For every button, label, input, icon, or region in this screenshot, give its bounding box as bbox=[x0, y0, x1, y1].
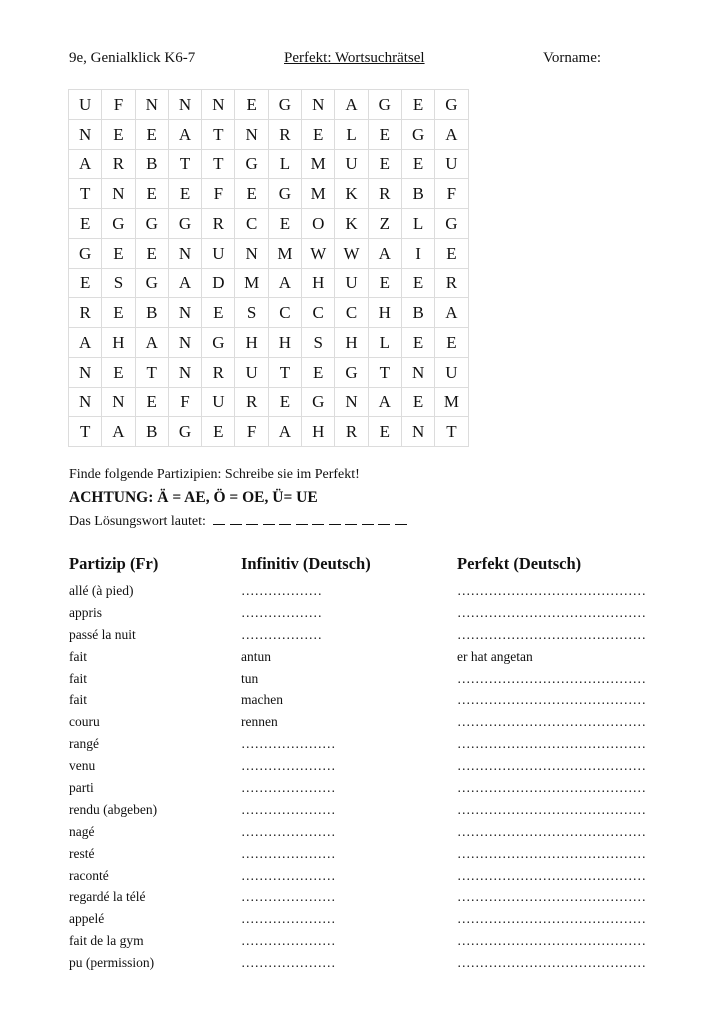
grid-cell[interactable]: E bbox=[69, 268, 102, 298]
perfect-cell[interactable]: …………………………………… bbox=[457, 736, 646, 752]
grid-cell[interactable]: N bbox=[168, 357, 201, 387]
grid-cell[interactable]: R bbox=[102, 149, 135, 179]
solution-letter-blank[interactable] bbox=[312, 512, 324, 525]
infinitive-cell[interactable]: ……………… bbox=[241, 626, 322, 642]
grid-row bbox=[69, 179, 469, 209]
infinitive-cell[interactable]: ……………… bbox=[241, 583, 322, 598]
grid-cell[interactable]: E bbox=[401, 328, 434, 358]
solution-letter-blank[interactable] bbox=[296, 512, 308, 525]
perfect-cell[interactable]: …………………………………… bbox=[457, 889, 646, 905]
grid-cell[interactable]: G bbox=[168, 209, 201, 239]
grid-cell[interactable]: G bbox=[401, 119, 434, 149]
grid-cell[interactable]: C bbox=[235, 209, 268, 239]
grid-cell[interactable]: R bbox=[202, 209, 235, 239]
grid-cell[interactable]: E bbox=[102, 298, 135, 328]
table-row bbox=[69, 821, 669, 843]
grid-cell[interactable]: C bbox=[302, 298, 335, 328]
grid-cell[interactable]: T bbox=[368, 357, 401, 387]
infinitive-cell[interactable]: ………………… bbox=[241, 736, 336, 752]
grid-cell[interactable]: T bbox=[69, 417, 102, 447]
grid-cell[interactable]: E bbox=[435, 328, 468, 358]
perfect-cell[interactable]: …………………………………… bbox=[457, 583, 646, 598]
solution-letter-blank[interactable] bbox=[378, 512, 390, 525]
grid-cell[interactable]: E bbox=[302, 357, 335, 387]
grid-cell[interactable]: M bbox=[435, 387, 468, 417]
grid-cell[interactable]: W bbox=[335, 238, 368, 268]
header-perfect: Perfekt (Deutsch) bbox=[457, 554, 582, 573]
solution-blanks[interactable] bbox=[213, 512, 411, 530]
grid-cell[interactable]: M bbox=[235, 268, 268, 298]
perfect-cell[interactable]: …………………………………… bbox=[457, 933, 646, 949]
grid-cell[interactable]: T bbox=[168, 149, 201, 179]
solution-letter-blank[interactable] bbox=[246, 512, 258, 525]
participle-cell: fait bbox=[69, 692, 87, 708]
grid-cell[interactable]: R bbox=[69, 298, 102, 328]
grid-cell[interactable]: L bbox=[401, 209, 434, 239]
grid-cell[interactable]: N bbox=[401, 357, 434, 387]
perfect-cell[interactable]: …………………………………… bbox=[457, 867, 646, 883]
grid-cell[interactable]: N bbox=[302, 90, 335, 120]
grid-cell[interactable]: R bbox=[435, 268, 468, 298]
grid-cell[interactable]: E bbox=[401, 268, 434, 298]
grid-cell[interactable]: H bbox=[368, 298, 401, 328]
grid-cell[interactable]: E bbox=[401, 387, 434, 417]
participle-cell: resté bbox=[69, 845, 95, 861]
table-row bbox=[69, 580, 669, 602]
grid-cell[interactable]: H bbox=[335, 328, 368, 358]
grid-cell[interactable]: E bbox=[69, 209, 102, 239]
table-row bbox=[69, 755, 669, 777]
grid-cell[interactable]: H bbox=[102, 328, 135, 358]
worksheet-title: Perfekt: Wortsuchrätsel bbox=[284, 50, 425, 66]
grid-row bbox=[69, 209, 469, 239]
grid-row bbox=[69, 268, 469, 298]
solution-letter-blank[interactable] bbox=[263, 512, 275, 525]
grid-cell[interactable]: F bbox=[202, 179, 235, 209]
perfect-cell[interactable]: …………………………………… bbox=[457, 714, 646, 730]
grid-cell[interactable]: E bbox=[302, 119, 335, 149]
perfect-cell[interactable]: …………………………………… bbox=[457, 845, 646, 861]
grid-cell[interactable]: M bbox=[302, 149, 335, 179]
grid-cell[interactable]: A bbox=[435, 119, 468, 149]
participle-cell: fait bbox=[69, 670, 87, 686]
grid-cell[interactable]: A bbox=[69, 328, 102, 358]
grid-cell[interactable]: E bbox=[268, 387, 301, 417]
grid-cell[interactable]: R bbox=[368, 179, 401, 209]
grid-cell[interactable]: R bbox=[235, 387, 268, 417]
participle-cell: venu bbox=[69, 758, 96, 774]
table-row bbox=[69, 843, 669, 865]
grid-cell[interactable]: M bbox=[302, 179, 335, 209]
table-row bbox=[69, 777, 669, 799]
grid-cell[interactable]: B bbox=[135, 149, 168, 179]
infinitive-cell[interactable]: machen bbox=[241, 692, 283, 708]
participle-cell: allé (à pied) bbox=[69, 583, 134, 598]
grid-cell[interactable]: U bbox=[69, 90, 102, 120]
grid-cell[interactable]: A bbox=[69, 149, 102, 179]
grid-cell[interactable]: R bbox=[202, 357, 235, 387]
table-row bbox=[69, 886, 669, 908]
grid-cell[interactable]: N bbox=[135, 90, 168, 120]
solution-letter-blank[interactable] bbox=[213, 512, 225, 525]
grid-cell[interactable]: A bbox=[135, 328, 168, 358]
table-row bbox=[69, 865, 669, 887]
grid-cell[interactable]: F bbox=[168, 387, 201, 417]
grid-cell[interactable]: G bbox=[268, 179, 301, 209]
infinitive-cell[interactable]: ………………… bbox=[241, 867, 336, 883]
grid-cell[interactable]: E bbox=[401, 90, 434, 120]
grid-cell[interactable]: B bbox=[401, 179, 434, 209]
grid-cell[interactable]: N bbox=[168, 328, 201, 358]
solution-letter-blank[interactable] bbox=[329, 512, 341, 525]
table-row bbox=[69, 733, 669, 755]
participle-cell: fait de la gym bbox=[69, 933, 144, 949]
grid-cell[interactable]: N bbox=[168, 90, 201, 120]
participle-cell: fait bbox=[69, 648, 87, 664]
table-row bbox=[69, 711, 669, 733]
grid-cell[interactable]: U bbox=[202, 238, 235, 268]
grid-cell[interactable]: N bbox=[401, 417, 434, 447]
grid-cell[interactable]: E bbox=[135, 119, 168, 149]
grid-cell[interactable]: G bbox=[102, 209, 135, 239]
grid-cell[interactable]: B bbox=[135, 298, 168, 328]
grid-cell[interactable]: N bbox=[168, 298, 201, 328]
grid-cell[interactable]: F bbox=[102, 90, 135, 120]
solution-letter-blank[interactable] bbox=[395, 512, 407, 525]
grid-cell[interactable]: E bbox=[401, 149, 434, 179]
grid-cell[interactable]: K bbox=[335, 209, 368, 239]
perfect-cell[interactable]: …………………………………… bbox=[457, 780, 646, 796]
grid-cell[interactable]: T bbox=[202, 119, 235, 149]
grid-cell[interactable]: G bbox=[135, 209, 168, 239]
grid-cell[interactable]: T bbox=[135, 357, 168, 387]
infinitive-cell[interactable]: ………………… bbox=[241, 801, 336, 817]
grid-cell[interactable]: N bbox=[235, 119, 268, 149]
grid-cell[interactable]: A bbox=[435, 298, 468, 328]
infinitive-cell[interactable]: tun bbox=[241, 670, 259, 686]
class-label: 9e, Genialklick K6-7 bbox=[69, 50, 196, 66]
table-row bbox=[69, 668, 669, 690]
table-row bbox=[69, 689, 669, 711]
grid-cell[interactable]: N bbox=[69, 119, 102, 149]
participle-cell: rangé bbox=[69, 736, 99, 752]
grid-cell[interactable]: F bbox=[235, 417, 268, 447]
grid-cell[interactable]: E bbox=[368, 268, 401, 298]
grid-cell[interactable]: S bbox=[102, 268, 135, 298]
grid-cell[interactable]: N bbox=[202, 90, 235, 120]
grid-cell[interactable]: U bbox=[202, 387, 235, 417]
grid-cell[interactable]: G bbox=[69, 238, 102, 268]
grid-cell[interactable]: S bbox=[302, 328, 335, 358]
grid-cell[interactable]: H bbox=[302, 417, 335, 447]
grid-cell[interactable]: Z bbox=[368, 209, 401, 239]
grid-cell[interactable]: F bbox=[435, 179, 468, 209]
grid-cell[interactable]: N bbox=[235, 238, 268, 268]
grid-cell[interactable]: O bbox=[302, 209, 335, 239]
grid-cell[interactable]: U bbox=[435, 149, 468, 179]
perfect-cell[interactable]: …………………………………… bbox=[457, 604, 646, 620]
grid-row bbox=[69, 387, 469, 417]
perfect-cell[interactable]: …………………………………… bbox=[457, 670, 646, 686]
participle-cell: couru bbox=[69, 714, 100, 730]
grid-cell[interactable]: U bbox=[235, 357, 268, 387]
perfect-cell[interactable]: er hat angetan bbox=[457, 648, 533, 664]
header-infinitive: Infinitiv (Deutsch) bbox=[241, 554, 371, 573]
participle-cell: appris bbox=[69, 604, 102, 620]
grid-cell[interactable]: E bbox=[368, 119, 401, 149]
grid-cell[interactable]: G bbox=[435, 90, 468, 120]
grid-cell[interactable]: G bbox=[235, 149, 268, 179]
grid-cell[interactable]: E bbox=[368, 149, 401, 179]
grid-cell[interactable]: A bbox=[168, 268, 201, 298]
table-row bbox=[69, 624, 669, 646]
grid-cell[interactable]: U bbox=[335, 149, 368, 179]
grid-cell[interactable]: N bbox=[335, 387, 368, 417]
grid-cell[interactable]: A bbox=[268, 268, 301, 298]
grid-row bbox=[69, 119, 469, 149]
perfect-cell[interactable]: …………………………………… bbox=[457, 823, 646, 839]
grid-cell[interactable]: E bbox=[102, 238, 135, 268]
grid-cell[interactable]: N bbox=[102, 387, 135, 417]
grid-cell[interactable]: E bbox=[102, 357, 135, 387]
word-search-grid bbox=[68, 89, 469, 447]
participle-cell: pu (permission) bbox=[69, 955, 155, 971]
infinitive-cell[interactable]: ………………… bbox=[241, 758, 336, 774]
grid-cell[interactable]: D bbox=[202, 268, 235, 298]
participle-cell: raconté bbox=[69, 867, 109, 883]
grid-row bbox=[69, 149, 469, 179]
solution-word-line bbox=[69, 512, 411, 530]
participle-cell: parti bbox=[69, 780, 94, 796]
table-header-row bbox=[69, 554, 669, 580]
grid-row bbox=[69, 90, 469, 120]
grid-cell[interactable]: T bbox=[202, 149, 235, 179]
grid-row bbox=[69, 238, 469, 268]
grid-cell[interactable]: L bbox=[268, 149, 301, 179]
grid-cell[interactable]: E bbox=[435, 238, 468, 268]
table-row bbox=[69, 646, 669, 668]
participle-cell: passé la nuit bbox=[69, 626, 136, 642]
grid-cell[interactable]: G bbox=[335, 357, 368, 387]
grid-cell[interactable]: E bbox=[135, 179, 168, 209]
grid-cell[interactable]: R bbox=[335, 417, 368, 447]
grid-cell[interactable]: G bbox=[268, 90, 301, 120]
grid-cell[interactable]: K bbox=[335, 179, 368, 209]
first-name-label: Vorname: bbox=[543, 50, 602, 66]
grid-cell[interactable]: E bbox=[202, 417, 235, 447]
grid-cell[interactable]: B bbox=[401, 298, 434, 328]
grid-cell[interactable]: T bbox=[268, 357, 301, 387]
grid-row bbox=[69, 417, 469, 447]
table-row bbox=[69, 602, 669, 624]
grid-cell[interactable]: B bbox=[135, 417, 168, 447]
grid-cell[interactable]: G bbox=[202, 328, 235, 358]
infinitive-cell[interactable]: antun bbox=[241, 648, 271, 664]
perfect-cell[interactable]: …………………………………… bbox=[457, 626, 646, 642]
grid-cell[interactable]: E bbox=[135, 387, 168, 417]
grid-row bbox=[69, 298, 469, 328]
grid-cell[interactable]: M bbox=[268, 238, 301, 268]
worksheet-header bbox=[0, 50, 724, 70]
grid-cell[interactable]: E bbox=[368, 417, 401, 447]
verb-table bbox=[69, 554, 669, 974]
infinitive-cell[interactable]: ………………… bbox=[241, 955, 336, 971]
grid-cell[interactable]: U bbox=[435, 357, 468, 387]
solution-letter-blank[interactable] bbox=[230, 512, 242, 525]
perfect-cell[interactable]: …………………………………… bbox=[457, 692, 646, 708]
grid-cell[interactable]: G bbox=[368, 90, 401, 120]
grid-cell[interactable]: N bbox=[102, 179, 135, 209]
perfect-cell[interactable]: …………………………………… bbox=[457, 801, 646, 817]
infinitive-cell[interactable]: ………………… bbox=[241, 780, 336, 796]
participle-cell: regardé la télé bbox=[69, 889, 146, 905]
table-row bbox=[69, 930, 669, 952]
header-participle: Partizip (Fr) bbox=[69, 554, 159, 573]
grid-cell[interactable]: G bbox=[302, 387, 335, 417]
grid-cell[interactable]: E bbox=[202, 298, 235, 328]
infinitive-cell[interactable]: ………………… bbox=[241, 911, 336, 927]
infinitive-cell[interactable]: ………………… bbox=[241, 845, 336, 861]
grid-cell[interactable]: T bbox=[435, 417, 468, 447]
instruction-text: Finde folgende Partizipien: Schreibe sie im Perfekt! bbox=[69, 467, 360, 482]
grid-cell[interactable]: E bbox=[235, 179, 268, 209]
infinitive-cell[interactable]: ………………… bbox=[241, 889, 336, 905]
solution-letter-blank[interactable] bbox=[362, 512, 374, 525]
solution-word-label: Das Lösungswort lautet: bbox=[69, 514, 206, 529]
solution-letter-blank[interactable] bbox=[345, 512, 357, 525]
grid-cell[interactable]: A bbox=[168, 119, 201, 149]
participle-cell: nagé bbox=[69, 823, 95, 839]
perfect-cell[interactable]: …………………………………… bbox=[457, 911, 646, 927]
infinitive-cell[interactable]: ………………… bbox=[241, 823, 336, 839]
solution-letter-blank[interactable] bbox=[279, 512, 291, 525]
grid-cell[interactable]: A bbox=[368, 238, 401, 268]
grid-cell[interactable]: C bbox=[335, 298, 368, 328]
participle-cell: appelé bbox=[69, 911, 105, 927]
table-row bbox=[69, 799, 669, 821]
infinitive-cell[interactable]: rennen bbox=[241, 714, 278, 730]
grid-cell[interactable]: G bbox=[135, 268, 168, 298]
grid-cell[interactable]: H bbox=[235, 328, 268, 358]
grid-cell[interactable]: A bbox=[335, 90, 368, 120]
grid-cell[interactable]: S bbox=[235, 298, 268, 328]
grid-cell[interactable]: N bbox=[69, 357, 102, 387]
grid-cell[interactable]: A bbox=[368, 387, 401, 417]
grid-cell[interactable]: R bbox=[268, 119, 301, 149]
infinitive-cell[interactable]: ………………… bbox=[241, 933, 336, 949]
grid-cell[interactable]: A bbox=[102, 417, 135, 447]
perfect-cell[interactable]: …………………………………… bbox=[457, 955, 646, 971]
grid-cell[interactable]: E bbox=[102, 119, 135, 149]
grid-cell[interactable]: T bbox=[69, 179, 102, 209]
grid-cell[interactable]: H bbox=[302, 268, 335, 298]
grid-row bbox=[69, 357, 469, 387]
grid-cell[interactable]: N bbox=[69, 387, 102, 417]
grid-cell[interactable]: N bbox=[168, 238, 201, 268]
grid-row bbox=[69, 328, 469, 358]
grid-cell[interactable]: G bbox=[168, 417, 201, 447]
grid-cell[interactable]: L bbox=[368, 328, 401, 358]
infinitive-cell[interactable]: ……………… bbox=[241, 604, 322, 620]
perfect-cell[interactable]: …………………………………… bbox=[457, 758, 646, 774]
grid-cell[interactable]: U bbox=[335, 268, 368, 298]
grid-cell[interactable]: L bbox=[335, 119, 368, 149]
grid-cell[interactable]: W bbox=[302, 238, 335, 268]
grid-cell[interactable]: E bbox=[135, 238, 168, 268]
grid-cell[interactable]: G bbox=[435, 209, 468, 239]
grid-cell[interactable]: A bbox=[268, 417, 301, 447]
attention-note: ACHTUNG: Ä = AE, Ö = OE, Ü= UE bbox=[69, 489, 318, 506]
grid-cell[interactable]: E bbox=[168, 179, 201, 209]
grid-cell[interactable]: H bbox=[268, 328, 301, 358]
grid-cell[interactable]: E bbox=[235, 90, 268, 120]
grid-cell[interactable]: I bbox=[401, 238, 434, 268]
table-row bbox=[69, 908, 669, 930]
grid-cell[interactable]: C bbox=[268, 298, 301, 328]
participle-cell: rendu (abgeben) bbox=[69, 801, 158, 817]
grid-cell[interactable]: E bbox=[268, 209, 301, 239]
table-row bbox=[69, 952, 669, 974]
